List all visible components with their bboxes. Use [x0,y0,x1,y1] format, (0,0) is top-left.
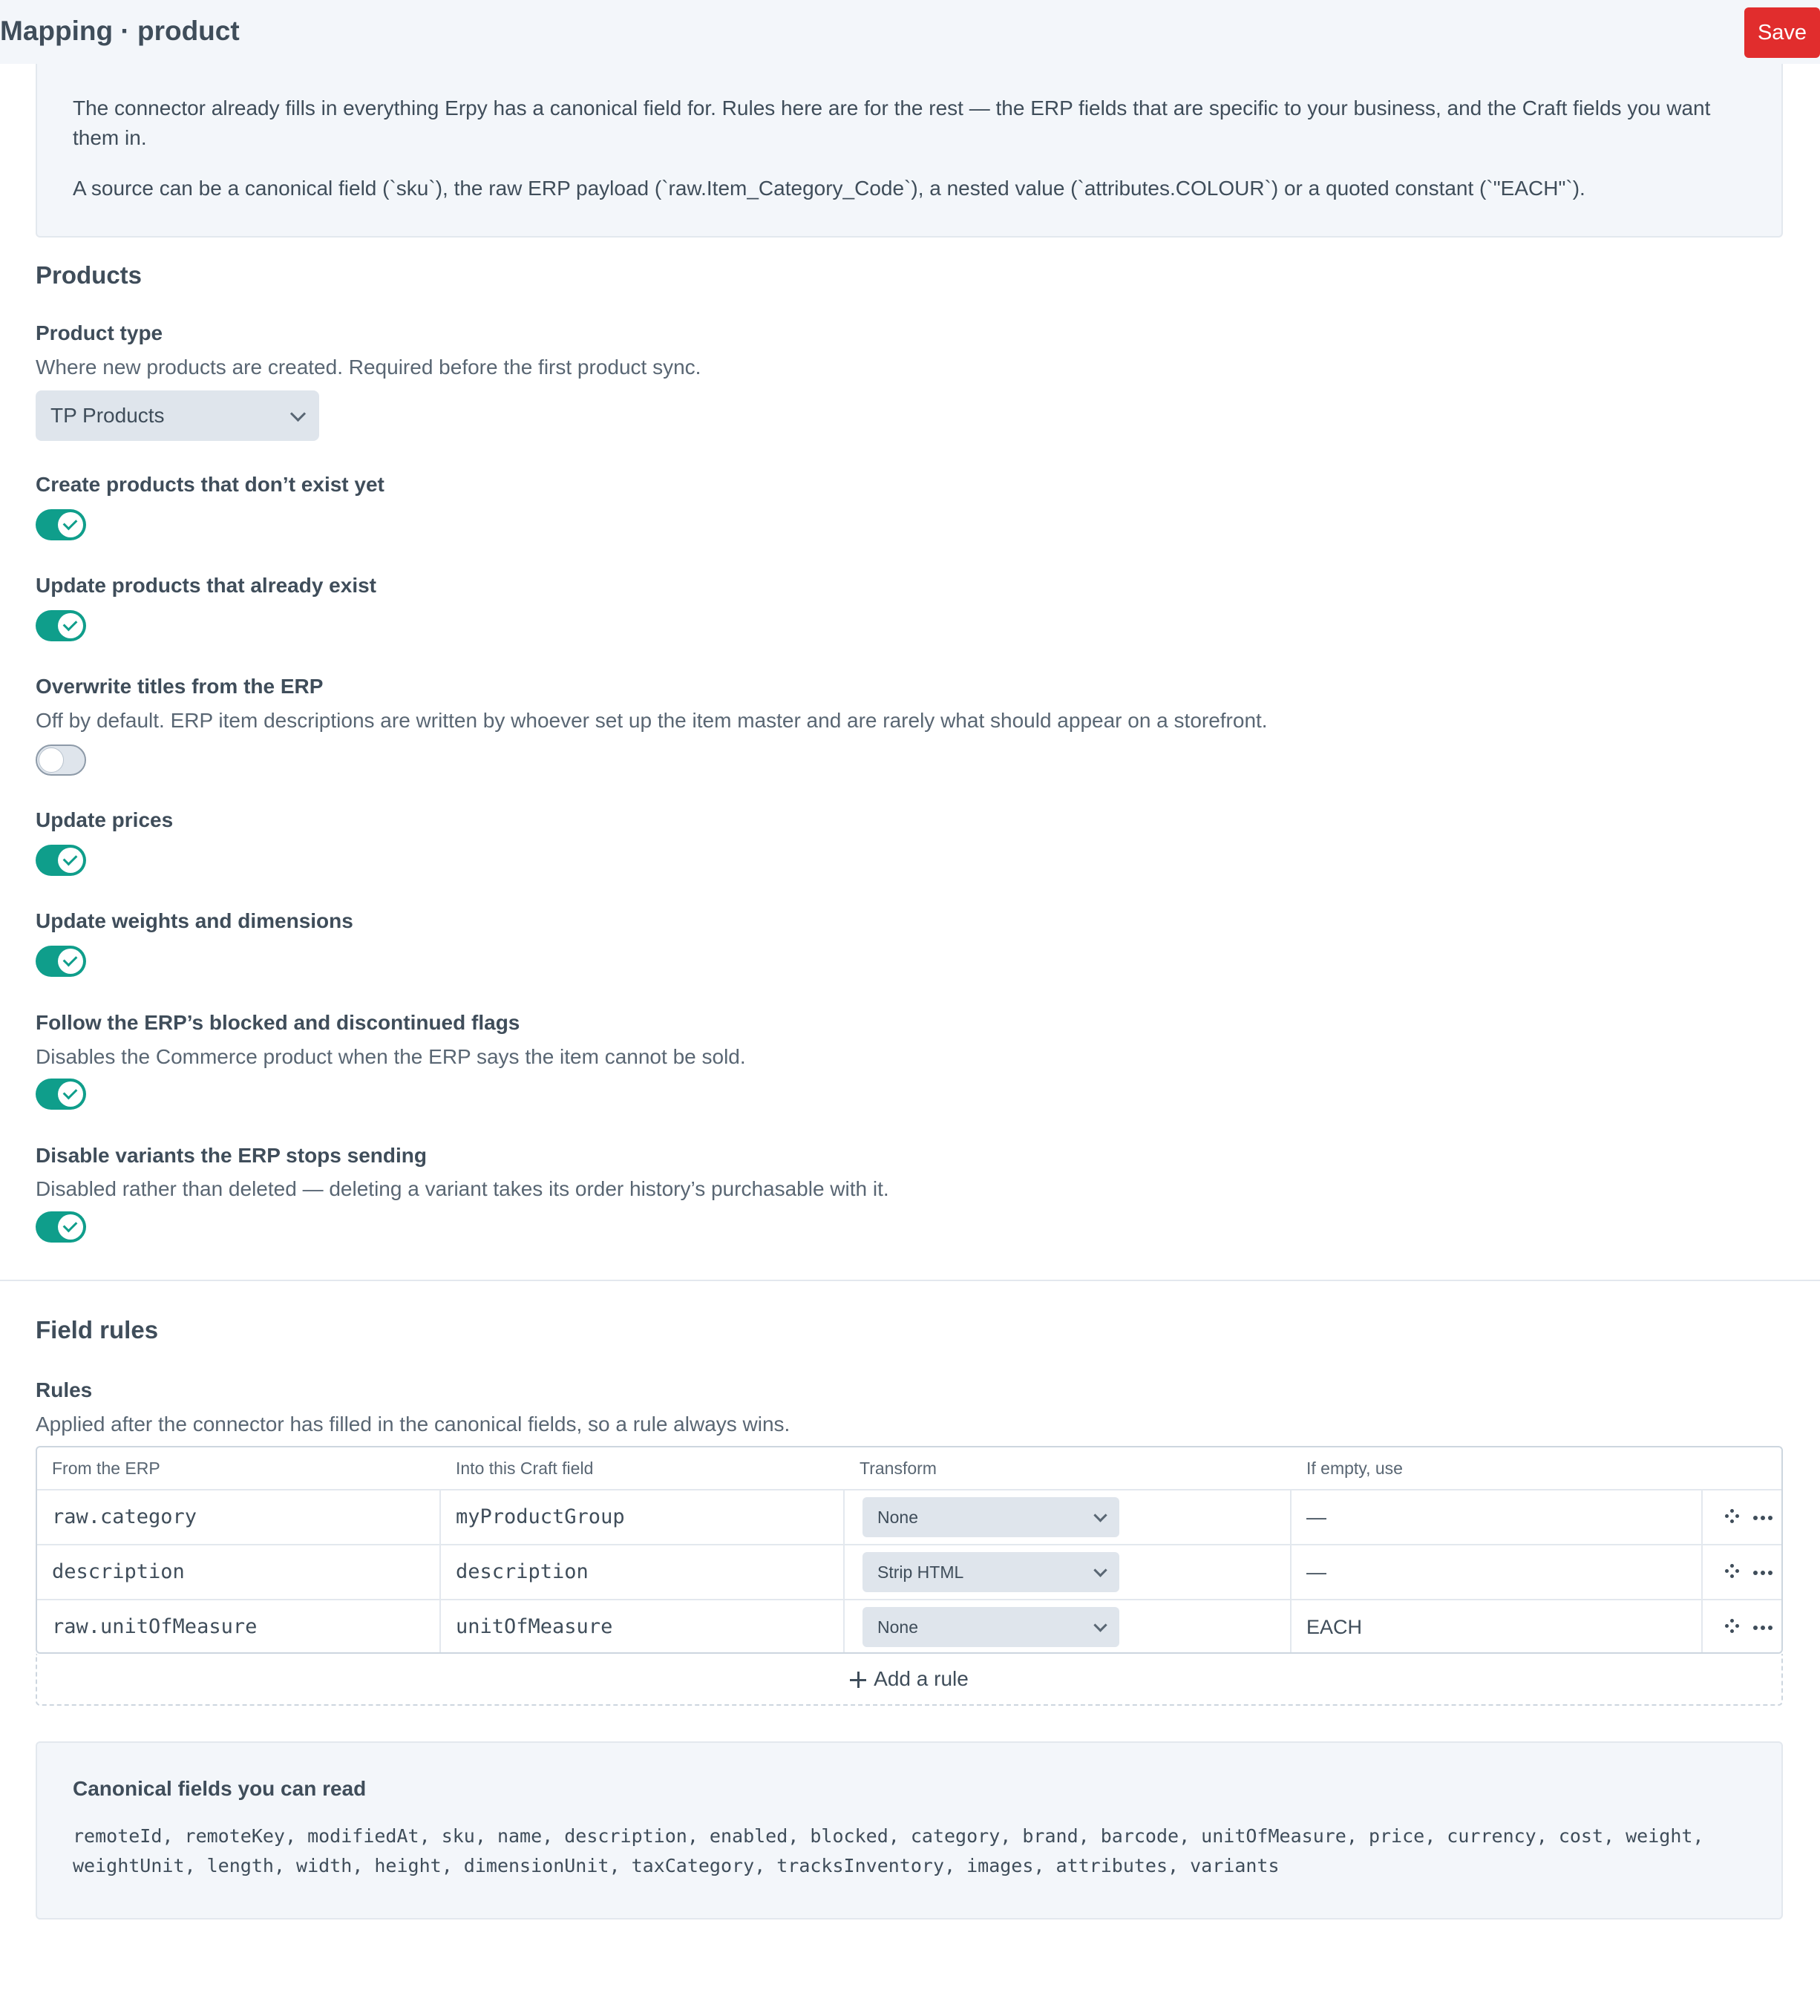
section-divider [0,1280,1820,1281]
column-header-if-empty: If empty, use [1306,1459,1403,1478]
rule-transform-select[interactable] [862,1607,1119,1647]
add-rule-button[interactable] [36,1654,1783,1706]
table-row [37,1489,1781,1544]
check-icon [63,851,78,866]
chevron-down-icon [290,406,306,422]
toggle-create-products[interactable] [36,509,86,540]
intro-panel [36,64,1783,238]
toggle-label-overwrite-titles: Overwrite titles from the ERP [36,675,324,698]
canonical-fields-list: remoteId, remoteKey, modifiedAt, sku, name, description, enabled, blocked, category, brand, barcode, unitOfMeasure, price, currency, cost, weight, weightUnit, length, width, height, dimensionUnit, taxCategory, tracksInventory, images, attributes, variants [73,1825,1704,1876]
row-actions [1701,1545,1783,1599]
intro-text-2: A source can be a canonical field (`sku`), the raw ERP payload (`raw.Item_Category_Code`), a nested value (`attributes.COLOUR`) or a quoted constant (`"EACH"`). [73,177,1585,200]
product-type-description: Where new products are created. Required before the first product sync. [36,356,701,379]
check-icon [63,1218,78,1233]
check-icon [63,952,78,967]
rule-transform-cell [843,1490,1290,1544]
rule-if-empty-input[interactable]: — [1290,1490,1701,1544]
products-heading: Products [36,261,143,289]
more-options-icon[interactable] [1753,1626,1772,1630]
toggle-blocked-flags[interactable] [36,1079,86,1110]
toggle-label-update-products: Update products that already exist [36,574,377,597]
rule-transform-select[interactable] [862,1552,1119,1592]
toggle-overwrite-titles[interactable] [36,744,86,776]
column-header-into: Into this Craft field [456,1459,594,1478]
page-title: Mapping · product [0,16,240,46]
toggle-update-weights[interactable] [36,946,86,977]
toggle-label-blocked-flags: Follow the ERP’s blocked and discontinued flags [36,1011,520,1034]
rule-transform-value: None [877,1617,918,1637]
rule-into-input[interactable]: unitOfMeasure [439,1600,843,1654]
canonical-fields-heading: Canonical fields you can read [73,1777,367,1800]
more-options-icon[interactable] [1753,1516,1772,1520]
toggle-update-prices[interactable] [36,845,86,876]
chevron-down-icon [1093,1618,1107,1632]
product-type-label: Product type [36,321,163,344]
field-rules-heading: Field rules [36,1316,159,1344]
rule-from-input[interactable]: raw.category [52,1505,197,1528]
product-type-select[interactable] [36,390,319,441]
toggle-disable-variants[interactable] [36,1211,86,1243]
column-header-from: From the ERP [52,1459,160,1478]
toggle-label-update-prices: Update prices [36,808,174,831]
move-icon[interactable] [1725,1619,1740,1634]
check-icon [63,617,78,632]
move-icon[interactable] [1725,1564,1740,1579]
toggle-description-disable-variants: Disabled rather than deleted — deleting a variant takes its order history’s purchasable with it. [36,1177,889,1200]
add-rule-label: Add a rule [874,1667,969,1690]
check-icon [63,516,78,531]
column-header-transform: Transform [860,1459,937,1478]
row-actions [1701,1490,1783,1544]
check-icon [63,1085,78,1100]
toggle-label-create-products: Create products that don’t exist yet [36,473,384,496]
toggle-description-blocked-flags: Disables the Commerce product when the ERP says the item cannot be sold. [36,1045,746,1068]
intro-text-1: The connector already fills in everything Erpy has a canonical field for. Rules here are for the rest — the ERP fields that are specific to your business, and the Craft fields you want them in. [73,96,1711,149]
more-options-icon[interactable] [1753,1571,1772,1575]
table-row [37,1544,1781,1599]
rule-from-input[interactable]: description [52,1560,185,1583]
rule-transform-cell [843,1545,1290,1599]
chevron-down-icon [1093,1508,1107,1522]
move-icon[interactable] [1725,1509,1740,1524]
rule-transform-value: Strip HTML [877,1562,964,1582]
plus-icon [850,1672,866,1688]
rule-into-input[interactable]: description [439,1545,843,1599]
toggle-label-disable-variants: Disable variants the ERP stops sending [36,1144,427,1167]
canonical-fields-panel [36,1741,1783,1920]
rule-if-empty-input[interactable]: EACH [1290,1600,1701,1654]
rule-into-input[interactable]: myProductGroup [439,1490,843,1544]
rule-transform-select[interactable] [862,1497,1119,1537]
rule-transform-value: None [877,1508,918,1527]
rule-transform-cell [843,1600,1290,1654]
rules-label: Rules [36,1378,93,1401]
row-actions [1701,1600,1783,1654]
rules-table [36,1446,1783,1654]
toggle-description-overwrite-titles: Off by default. ERP item descriptions are written by whoever set up the item master and are rarely what should appear on a storefront. [36,709,1268,732]
rules-description: Applied after the connector has filled in the canonical fields, so a rule always wins. [36,1413,790,1436]
toggle-label-update-weights: Update weights and dimensions [36,909,353,932]
product-type-value: TP Products [50,404,165,427]
rule-if-empty-input[interactable]: — [1290,1545,1701,1599]
save-button[interactable]: Save [1744,7,1820,58]
rule-from-input[interactable]: raw.unitOfMeasure [52,1615,258,1638]
chevron-down-icon [1093,1563,1107,1577]
page-header [0,0,1820,64]
table-row [37,1599,1781,1654]
toggle-update-products[interactable] [36,610,86,641]
